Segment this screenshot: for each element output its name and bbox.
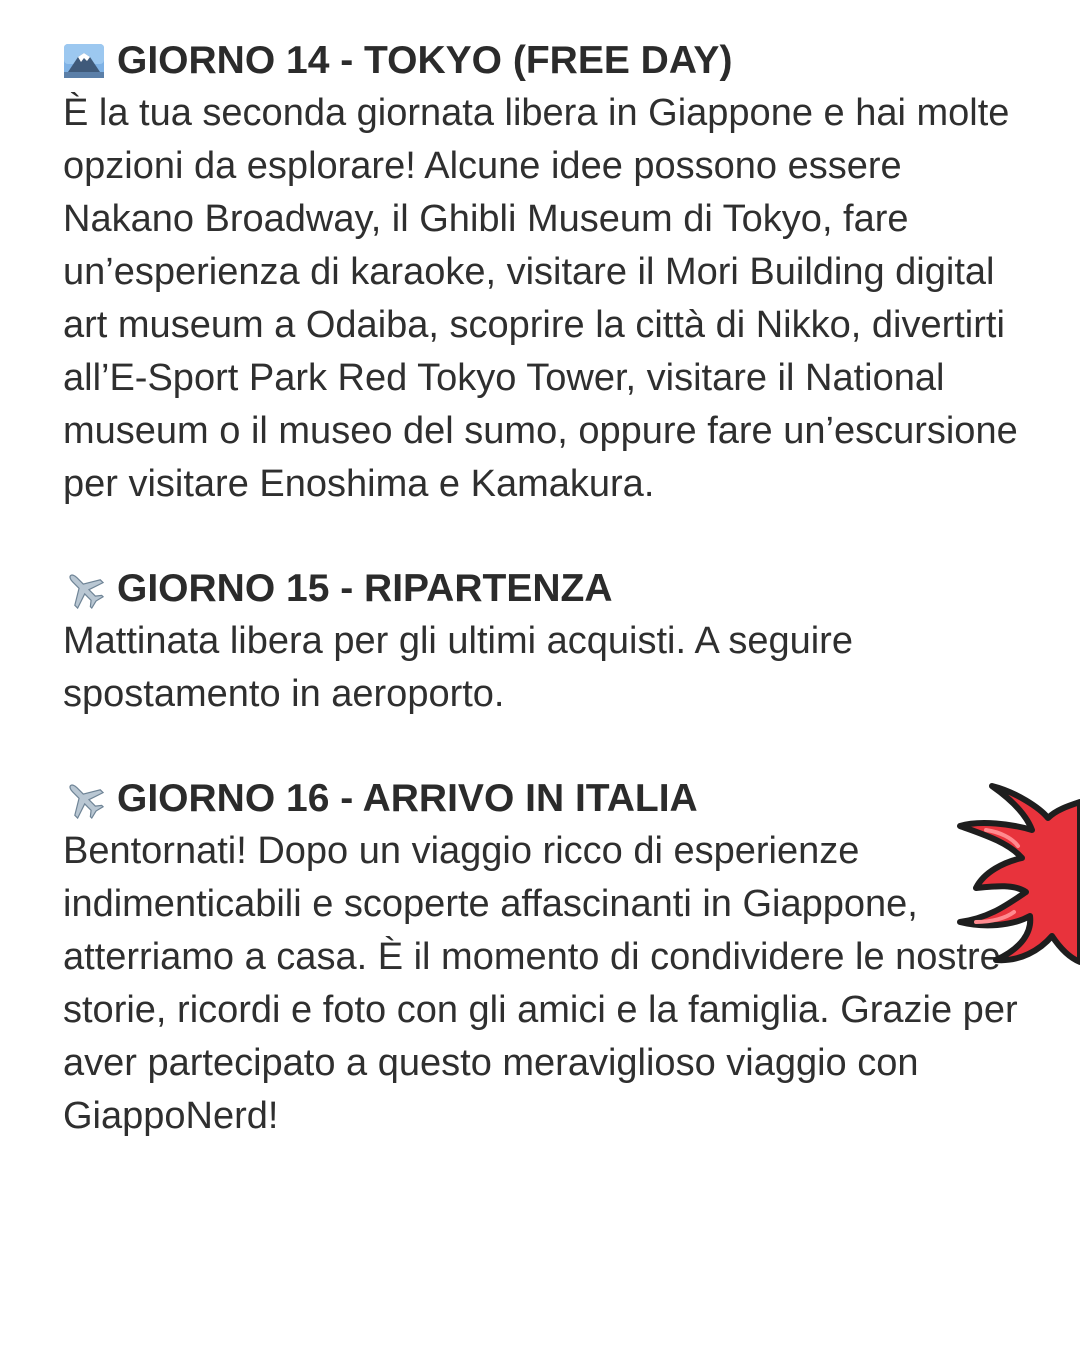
day-15-description: Mattinata libera per gli ultimi acquisti. A seguire spostamento in aeroporto. xyxy=(63,620,853,715)
day-16-description: Bentornati! Dopo un viaggio ricco di esperienze indimenticabili e scoperte affascinanti in Giappone, atterriamo a casa. È il momento di condividere le nostre storie, ricordi e foto con gli amici e la famiglia. Grazie per aver partecipato a questo meraviglioso viaggio con GiappoNerd! xyxy=(63,830,1018,1137)
day-15-title: GIORNO 15 - RIPARTENZA xyxy=(117,567,613,610)
day-15-heading xyxy=(63,562,1023,615)
day-14-title: GIORNO 14 - TOKYO (FREE DAY) xyxy=(117,39,733,82)
day-14-description: È la tua seconda giornata libera in Giappone e hai molte opzioni da esplorare! Alcune idee possono essere Nakano Broadway, il Ghibli Museum di Tokyo, fare un’esperienza di karaoke, visitare il Mori Building digital art museum a Odaiba, scoprire la città di Nikko, divertirti all’E-Sport Park Red Tokyo Tower, visitare il National museum o il museo del sumo, oppure fare un’escursione per visitare Enoshima e Kamakura. xyxy=(63,92,1018,505)
day-16-section xyxy=(63,772,1023,1143)
mount-fuji-icon xyxy=(63,40,105,82)
airplane-icon xyxy=(63,568,105,610)
day-16-heading xyxy=(63,772,1023,825)
day-16-title: GIORNO 16 - ARRIVO IN ITALIA xyxy=(117,777,698,820)
red-splat-decoration xyxy=(956,780,1080,980)
day-14-section xyxy=(63,34,1023,511)
day-14-heading xyxy=(63,34,1023,87)
itinerary xyxy=(63,34,1023,1194)
airplane-icon xyxy=(63,778,105,820)
day-15-section xyxy=(63,562,1023,721)
